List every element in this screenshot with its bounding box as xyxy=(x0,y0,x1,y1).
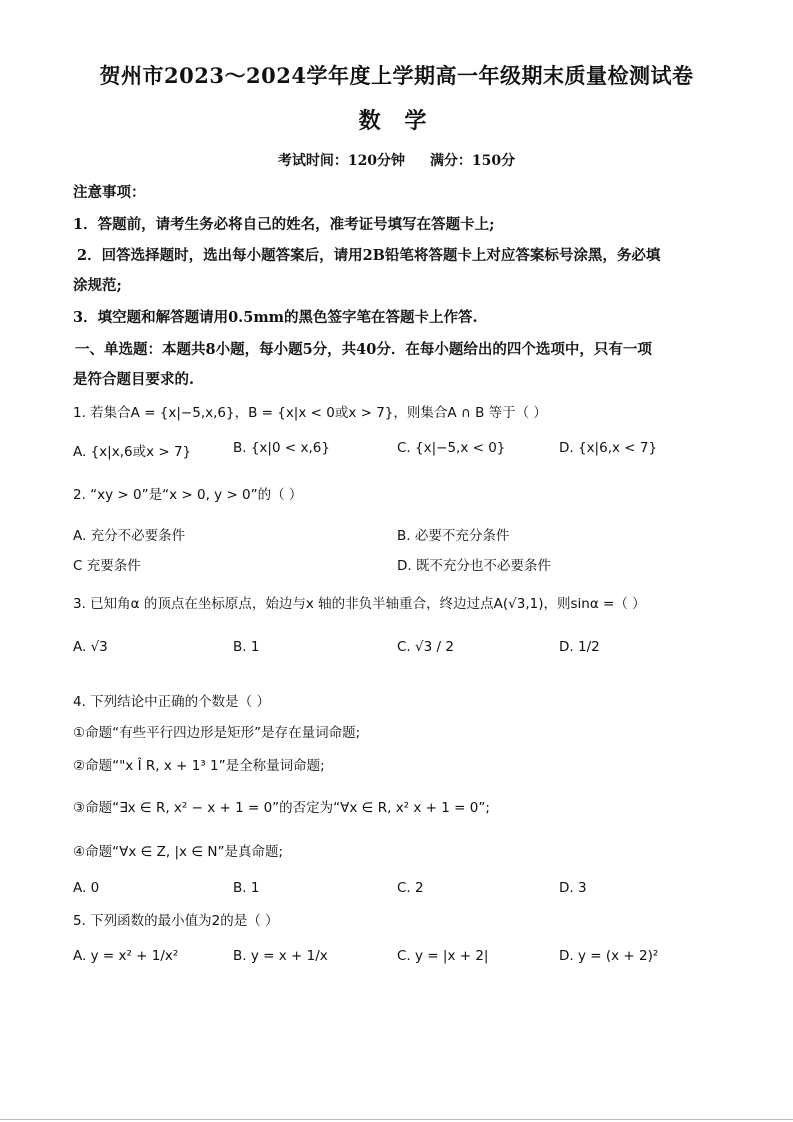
section-heading-cont: 是符合题目要求的. xyxy=(73,371,195,388)
option-d: D. y = (x + 2)² xyxy=(559,948,659,964)
exam-score: 满分：150分 xyxy=(429,153,516,169)
option-b: B. y = x + 1/x xyxy=(233,948,328,964)
option-c: C. y = |x + 2| xyxy=(397,948,489,964)
question-stem: 4. 下列结论中正确的个数是（ ） xyxy=(73,694,270,710)
note-item: 3．填空题和解答题请用0.5mm的黑色签字笔在答题卡上作答. xyxy=(73,309,478,326)
option-b: B. 必要不充分条件 xyxy=(397,528,510,544)
notes-heading: 注意事项： xyxy=(73,184,146,201)
option-a: A. 充分不必要条件 xyxy=(73,528,186,544)
statement-item: ③命题“∃x ∈ R, x² − x + 1 = 0”的否定为“∀x ∈ R, x² x + 1 = 0”; xyxy=(73,800,490,816)
question-stem: 2. “xy > 0”是“x > 0, y > 0”的（ ） xyxy=(73,487,303,503)
option-d: D. 既不充分也不必要条件 xyxy=(397,558,551,574)
section-heading: 一、单选题：本题共8小题，每小题5分，共40分．在每小题给出的四个选项中，只有一项 xyxy=(75,341,652,358)
option-b: B. 1 xyxy=(233,880,260,896)
option-c: C. √3 / 2 xyxy=(397,639,454,655)
note-item: 涂规范; xyxy=(73,277,122,294)
option-c: C. 2 xyxy=(397,880,424,896)
question-stem: 1. 若集合A = {x|−5,x,6}，B = {x|x < 0或x > 7}，则集合A ∩ B 等于（ ） xyxy=(73,405,547,421)
option-d: D. 1/2 xyxy=(559,639,600,655)
option-d: D. 3 xyxy=(559,880,587,896)
option-a: A. {x|x,6或x > 7} xyxy=(73,444,192,460)
statement-item: ④命题“∀x ∈ Z, |x ∈ N”是真命题; xyxy=(73,844,284,860)
option-b: B. {x|0 < x,6} xyxy=(233,440,330,456)
question-stem: 5. 下列函数的最小值为2的是（ ） xyxy=(73,913,279,929)
note-item: 1．答题前，请考生务必将自己的姓名，准考证号填写在答题卡上; xyxy=(73,216,495,233)
option-c: C 充要条件 xyxy=(73,558,141,574)
exam-meta xyxy=(0,150,793,170)
exam-time: 考试时间：120分钟 xyxy=(277,153,406,169)
exam-title: 贺州市2023～2024学年度上学期高一年级期末质量检测试卷 xyxy=(99,63,694,88)
option-b: B. 1 xyxy=(233,639,260,655)
note-item: 2．回答选择题时，选出每小题答案后，请用2B铅笔将答题卡上对应答案标号涂黑，务必填 xyxy=(77,247,661,264)
option-a: A. 0 xyxy=(73,880,100,896)
page-bottom-rule xyxy=(0,1119,793,1120)
option-a: A. y = x² + 1/x² xyxy=(73,948,179,964)
option-a: A. √3 xyxy=(73,639,108,655)
option-d: D. {x|6,x < 7} xyxy=(559,440,658,456)
option-c: C. {x|−5,x < 0} xyxy=(397,440,506,456)
subject-title: 数 学 xyxy=(358,108,435,134)
question-stem: 3. 已知角α 的顶点在坐标原点，始边与x 轴的非负半轴重合，终边过点A(√3,1)，则sinα =（ ） xyxy=(73,596,646,612)
statement-item: ②命题“"x Î R, x + 1³ 1”是全称量词命题; xyxy=(73,758,325,774)
statement-item: ①命题“有些平行四边形是矩形”是存在量词命题; xyxy=(73,725,361,741)
